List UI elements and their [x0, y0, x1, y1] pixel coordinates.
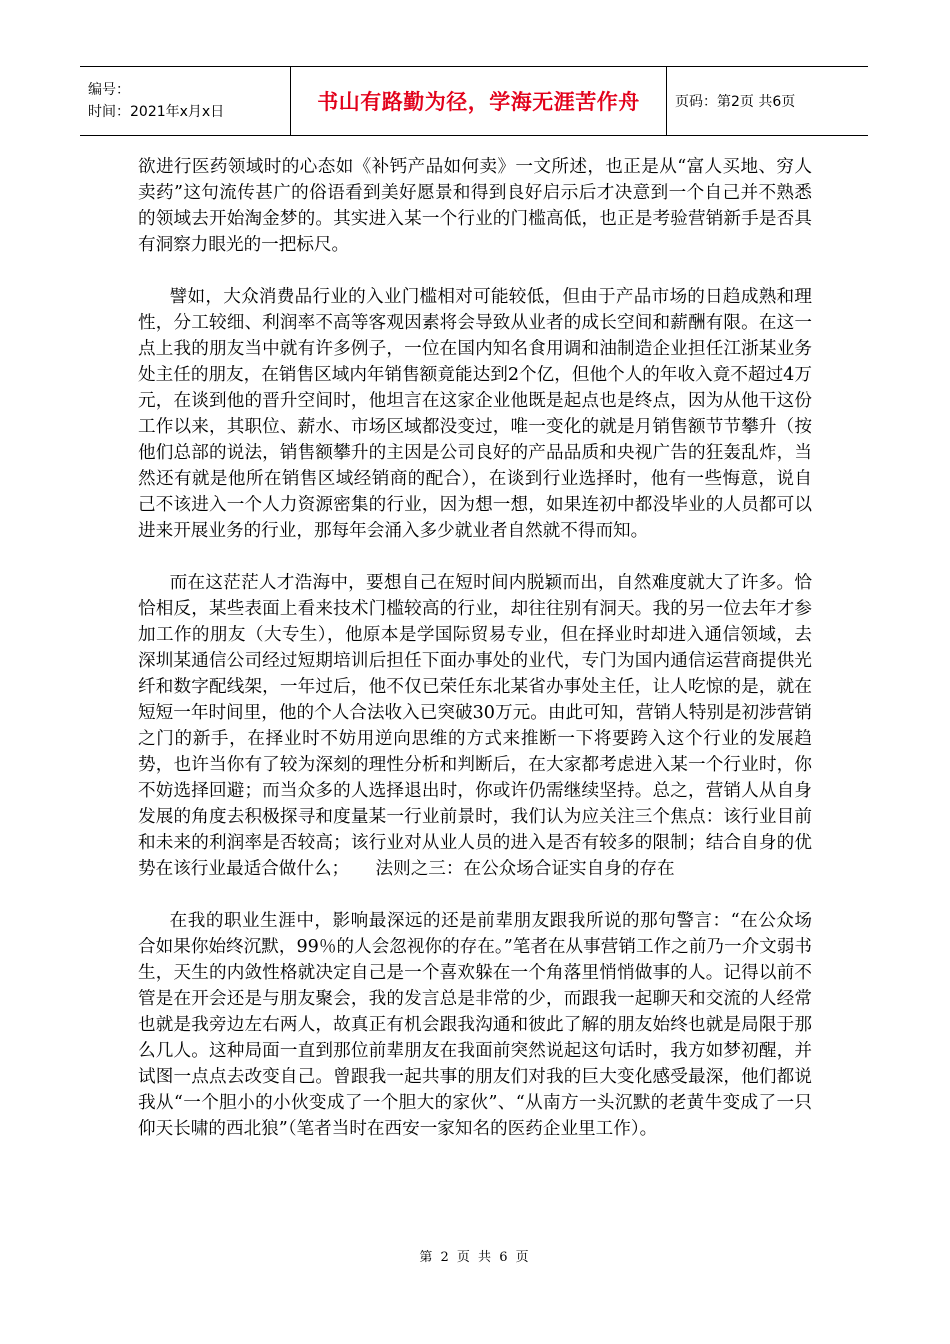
- header-meta: [80, 67, 290, 135]
- paragraph-3: 而在这茫茫人才浩海中，要想自己在短时间内脱颖而出，自然难度就大了许多。恰恰相反，某些表面上看来技术门槛较高的行业，却往往别有洞天。我的另一位去年才参加工作的朋友（大专生），他原本是学国际贸易专业，但在择业时却进入通信领域，去深圳某通信公司经过短期培训后担任下面办事处的业代，专门为国内通信运营商提供光纤和数字配线架，一年过后，他不仅已荣任东北某省办事处主任，让人吃惊的是，就在短短一年时间里，他的个人合法收入已突破30万元。由此可知，营销人特别是初涉营销之门的新手，在择业时不妨用逆向思维的方式来推断一下将要跨入这个行业的发展趋势，也许当你有了较为深刻的理性分析和判断后，在大家都考虑进入某一个行业时，你不妨选择回避；而当众多的人选择退出时，你或许仍需继续坚持。总之，营销人从自身发展的角度去积极探寻和度量某一行业前景时，我们认为应关注三个焦点：该行业目前和未来的利润率是否较高；该行业对从业人员的进入是否有较多的限制；结合自身的优势在该行业最适合做什么； 法则之三：在公众场合证实自身的存在: [138, 573, 812, 879]
- paragraph-4: 在我的职业生涯中，影响最深远的还是前辈朋友跟我所说的那句警言：“在公众场合如果你始终沉默，99％的人会忽视你的存在。”笔者在从事营销工作之前乃一介文弱书生，天生的内敛性格就决定自己是一个喜欢躲在一个角落里悄悄做事的人。记得以前不管是在开会还是与朋友聚会，我的发言总是非常的少，而跟我一起聊天和交流的人经常也就是我旁边左右两人，故真正有机会跟我沟通和彼此了解的朋友始终也就是局限于那么几人。这种局面一直到那位前辈朋友在我面前突然说起这句话时，我方如梦初醒，并试图一点点去改变自己。曾跟我一起共事的朋友们对我的巨大变化感受最深，他们都说我从“一个胆小的小伙变成了一个胆大的家伙”、“从南方一头沉默的老黄牛变成了一只仰天长啸的西北狼”（笔者当时在西安一家知名的医药企业里工作）。: [138, 911, 812, 1139]
- paragraph-1: 欲进行医药领域时的心态如《补钙产品如何卖》一文所述，也正是从“富人买地、穷人卖药”这句流传甚广的俗语看到美好愿景和得到良好启示后才决意到一个自己并不熟悉的领域去开始淘金梦的。其实进入某一个行业的门槛高低，也正是考验营销新手是否具有洞察力眼光的一把标尺。: [138, 157, 812, 255]
- document-body: [138, 154, 812, 1168]
- paragraph-2: 譬如，大众消费品行业的入业门槛相对可能较低，但由于产品市场的日趋成熟和理性，分工较细、利润率不高等客观因素将会导致从业者的成长空间和薪酬有限。在这一点上我的朋友当中就有许多例子，一位在国内知名食用调和油制造企业担任江浙某业务处主任的朋友，在销售区域内年销售额竟能达到2个亿，但他个人的年收入竟不超过4万元，在谈到他的晋升空间时，他坦言在这家企业他既是起点也是终点，因为从他干这份工作以来，其职位、薪水、市场区域都没变过，唯一变化的就是月销售额节节攀升（按他们总部的说法，销售额攀升的主因是公司良好的产品品质和央视广告的狂轰乱炸，当然还有就是他所在销售区域经销商的配合），在谈到行业选择时，他有一些悔意，说自己不该进入一个人力资源密集的行业，因为想一想，如果连初中都没毕业的人员都可以进来开展业务的行业，那每年会涌入多少就业者自然就不得而知。: [138, 287, 812, 541]
- doc-date: 时间：2021年x月x日: [88, 104, 225, 120]
- doc-number: 编号：: [88, 82, 130, 98]
- header-motto: 书山有路勤为径，学海无涯苦作舟: [290, 67, 667, 135]
- header-page-info: 页码：第2页 共6页: [675, 94, 796, 110]
- page-footer: 第 2 页 共 6 页: [419, 1250, 531, 1265]
- page-header: [80, 66, 868, 136]
